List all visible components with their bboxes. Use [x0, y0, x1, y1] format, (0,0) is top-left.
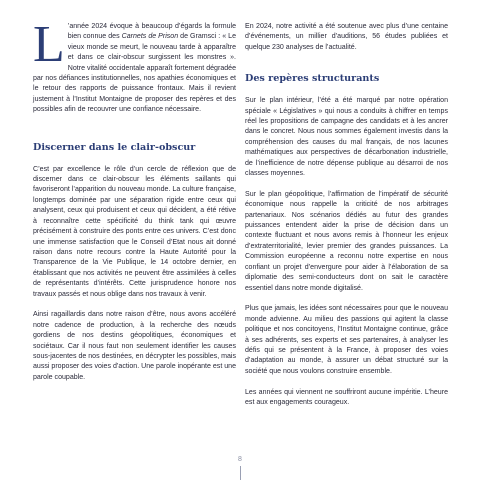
body-paragraph: Les années qui viennent ne souffriront aucune impéritie. L’heure est aux engagements courageux. [245, 388, 448, 406]
section-heading-reperes: Des repères structurants [245, 73, 380, 85]
body-paragraph: En 2024, notre activité a été soutenue avec plus d’une centaine d’événements, un millier d’auditions, 56 études publiées et quelque 230 analyses de l’actualité. [245, 23, 448, 51]
body-paragraph: Sur le plan intérieur, l’été a été marqué par notre opération spéciale « Législatives » qui nous a conduits à chiffrer en temps réel les propositions de campagne des candidats et à les ancrer dans le concret. Nous nous sommes également investis dans la compréhension des causes du mal français, de nos lacunes mathématiques aux perspectives de décarbonation industrielle, de l’inefficience de notre dépense publique au désarroi de nos classes moyennes. [245, 97, 448, 178]
right-column [245, 22, 448, 408]
intro-text-start: ’année 2024 évoque à beaucoup d’égards la formule bien connue des [67, 23, 236, 41]
body-paragraph: C’est par excellence le rôle d’un cercle de réflexion que de discerner dans ce clair-obscur les éléments saillants qui favoriseront l’apparition du nouveau monde. La culture française, longtemps dominée par une séparation rigide entre ceux qui analysent, ceux qui produisent et ceux qui décident, a été rétive à reconnaître cette spécificité du think tank qui œuvre précisément à construire des ponts entre ces univers. C’est donc une immense satisfaction que le Conseil d’Etat nous ait donné raison dans notre recours contre la Haute Autorité pour la Transparence de la Vie Publique, le 14 octobre dernier, en établissant que nos activités ne peuvent être assimilées à celles de représentants d’intérêts. Cette jurisprudence honore nos travaux passés et nous oblige dans nos travaux à venir. [33, 165, 236, 298]
page-rule [240, 466, 241, 480]
section-heading-discerner: Discerner dans le clair-obscur [33, 141, 196, 153]
intro-text-end: de Gramsci : « Le vieux monde se meurt, le nouveau tarde à apparaître et dans ce clair-obscur surgissent les monstres ». Notre vitalité occidentale apparaît fortement dégradée par nos défiances institutionnelles, nos apathies économiques et le retour des rapports de puissance frontaux. Mais il revient justement à l’Institut Montaigne de proposer des repères et des possibles afin de recouvrer une confiance nécessaire. [33, 33, 236, 114]
drop-cap: L [33, 16, 65, 73]
body-paragraph: Plus que jamais, les idées sont nécessaires pour que le nouveau monde advienne. Au milieu des passions qui agitent la classe politique et nos concitoyens, l’Institut Montaigne continue, grâce à ses adhérents, ses experts et ses partenaires, à analyser les défis qui se présentent à la France, à proposer des voies d’adaptation au monde, à assurer un débat structuré sur la société que nous voulons construire ensemble. [245, 305, 448, 375]
book-title: Carnets de Prison [121, 33, 179, 41]
body-paragraph: Ainsi ragaillardis dans notre raison d’être, nous avons accéléré notre cadence de production, à la recherche des nœuds gordiens de nos destins géopolitiques, économiques et sociétaux. Car il nous faut non seulement identifier les causes sous-jacentes de nos destinées, en décrypter les possibles, mais aussi proposer des voies d’action. Une parole inopérante est une parole coupable. [33, 311, 236, 381]
intro-paragraph [33, 16, 236, 116]
left-column [33, 16, 236, 383]
body-paragraph: Sur le plan géopolitique, l’affirmation de l’impératif de sécurité économique nous rappelle la criticité de nos arbitrages partenariaux. Nos scénarios dédiés au futur des grandes puissances entendent aider la prise de décision dans un contexte fluctuant et nous avons remis à l’honneur les enjeux d’extraterritorialité, levier premier des grandes puissances. La Commission européenne a reconnu notre expertise en nous confiant un projet d’envergure pour aider à l’élaboration de sa diplomatie des semi-conducteurs dont on sait le caractère essentiel dans notre monde digitalisé. [245, 190, 448, 292]
page-number: 8 [238, 456, 242, 463]
